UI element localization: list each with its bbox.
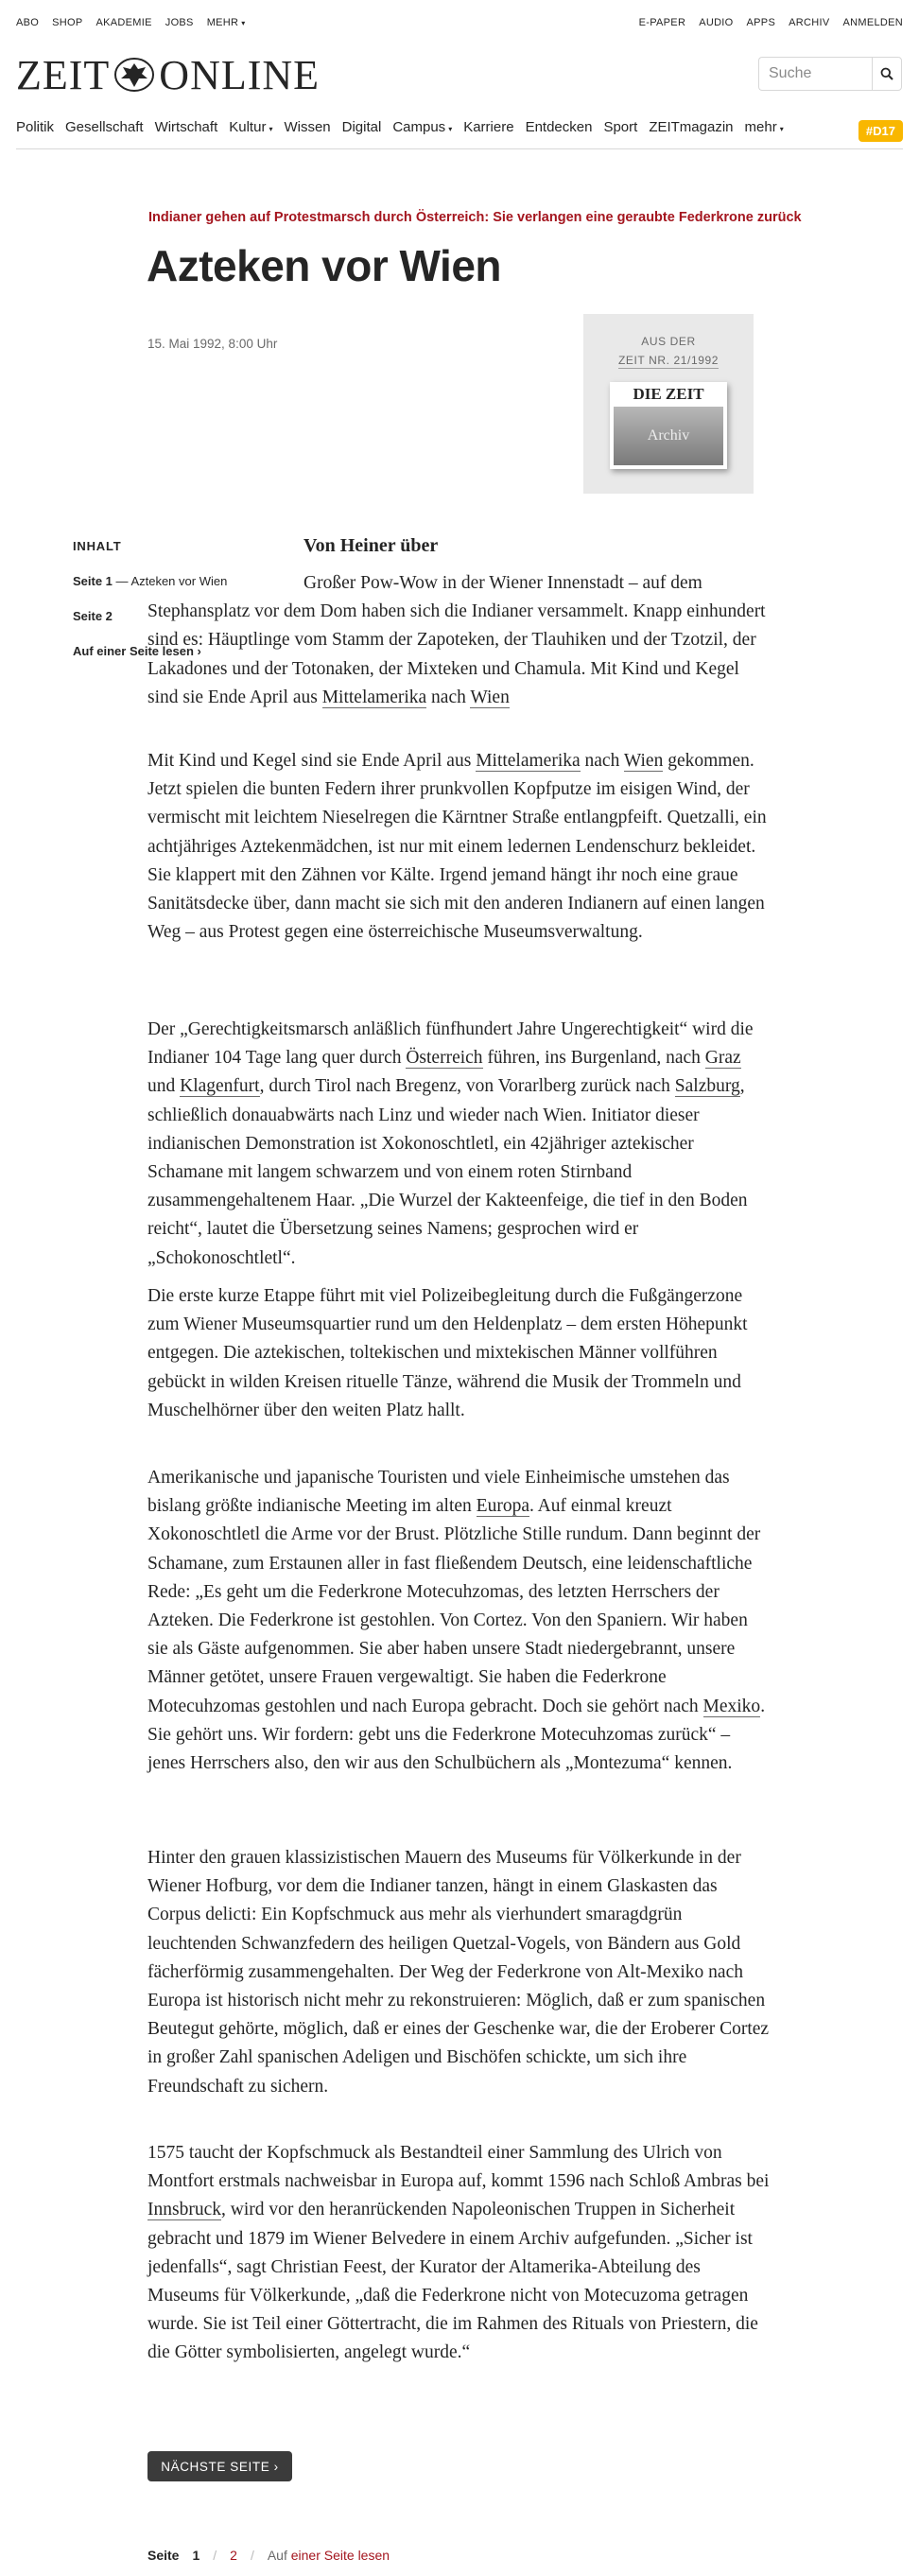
- link-klagenfurt[interactable]: Klagenfurt: [180, 1076, 260, 1097]
- article-kicker: Indianer gehen auf Protestmarsch durch Österreich: Sie verlangen eine geraubte Federkrone zurück: [148, 210, 802, 225]
- nav-mehr-label: mehr: [744, 119, 777, 135]
- shop-link[interactable]: SHOP: [52, 17, 83, 28]
- logo-word-zeit: ZEIT: [16, 51, 111, 98]
- nav-campus[interactable]: [392, 113, 452, 142]
- pager-single-prefix: Auf: [267, 2548, 291, 2563]
- pager-page-2[interactable]: 2: [230, 2548, 237, 2563]
- paragraph-4-a: Amerikanische und japanische Touristen und viele Einheimische umstehen das bislang größte indianische Meeting im alten: [147, 1468, 730, 1517]
- archive-masthead: DIE ZEIT: [633, 385, 704, 403]
- toc-page-1-title: — Azteken vor Wien: [115, 574, 228, 588]
- nav-wirtschaft[interactable]: Wirtschaft: [154, 119, 218, 135]
- link-mittelamerika[interactable]: Mittelamerika: [321, 687, 427, 707]
- paragraph-1b: [147, 747, 772, 947]
- link-mexiko[interactable]: Mexiko: [702, 1696, 761, 1716]
- link-innsbruck[interactable]: Innsbruck: [147, 2200, 221, 2220]
- nav-gesellschaft[interactable]: Gesellschaft: [65, 119, 144, 135]
- akademie-link[interactable]: AKADEMIE: [95, 17, 152, 28]
- main-navigation: [16, 121, 903, 149]
- article-author: Von Heiner über: [303, 535, 439, 556]
- apps-link[interactable]: APPS: [746, 17, 776, 28]
- article-headline: Azteken vor Wien: [147, 241, 502, 290]
- paragraph-2: [147, 1016, 772, 1273]
- archive-label: AUS DER: [641, 335, 696, 348]
- paragraph-2-b: führen, ins Burgenland, nach: [482, 1048, 705, 1069]
- nav-mehr[interactable]: [745, 113, 784, 142]
- archive-box[interactable]: [583, 314, 754, 494]
- toc-heading: INHALT: [73, 539, 122, 553]
- link-wien[interactable]: Wien: [623, 751, 664, 771]
- audio-link[interactable]: AUDIO: [699, 17, 734, 28]
- paragraph-6-a: 1575 taucht der Kopfschmuck als Bestandteil einer Sammlung des Ulrich von Montfort erstmals nachweisbar in Europa auf, kommt 1596 nach Schloß Ambras bei: [147, 2143, 770, 2192]
- paragraph-6-b: , wird vor den heranrückenden Napoleonischen Truppen in Sicherheit gebracht und 1879 im Wiener Belvedere in einem Archiv aufgefunden. „Sicher ist jedenfalls“, sagt Christian Feest, der Kurator der Altamerika-Abteilung des Museums für Völkerkunde, „daß die Federkrone nicht von Motecuzoma getragen wurde. Sie ist Teil einer Göttertracht, die im Rahmen des Rituals von Priestern, die die Götter symbolisierten, angelegt wurde.“: [147, 2200, 758, 2363]
- nav-karriere[interactable]: Karriere: [463, 119, 514, 135]
- paragraph-1a: [147, 569, 772, 712]
- pager-single-link: einer Seite lesen: [290, 2548, 390, 2563]
- paragraph-2-c: und: [147, 1076, 181, 1097]
- search-form: [758, 57, 902, 91]
- jobs-link[interactable]: JOBS: [165, 17, 194, 28]
- zeit-online-logo[interactable]: [16, 53, 347, 96]
- d17-badge[interactable]: #D17: [858, 120, 903, 142]
- nav-politik[interactable]: Politik: [16, 119, 55, 135]
- archive-cover-label: Archiv: [614, 407, 723, 465]
- pager-page-1[interactable]: 1: [192, 2548, 200, 2563]
- nav-kultur-label: Kultur: [229, 119, 267, 135]
- toc-single-page-label: Auf einer Seite lesen ›: [73, 644, 201, 658]
- paragraph-4: [147, 1464, 772, 1778]
- pagination: [147, 2548, 390, 2563]
- nav-entdecken[interactable]: Entdecken: [525, 119, 593, 135]
- archive-issue-link[interactable]: ZEIT NR. 21/1992: [617, 354, 720, 367]
- nav-digital[interactable]: Digital: [341, 119, 382, 135]
- nav-wissen[interactable]: Wissen: [284, 119, 331, 135]
- pager-separator: /: [213, 2548, 217, 2563]
- login-link[interactable]: ANMELDEN: [842, 17, 903, 28]
- paragraph-1b-start: Mit Kind und Kegel sind sie Ende April aus: [147, 751, 477, 771]
- link-mittelamerika[interactable]: Mittelamerika: [476, 751, 581, 771]
- link-salzburg[interactable]: Salzburg: [674, 1076, 740, 1097]
- paragraph-4-b: . Auf einmal kreuzt Xokonoschtletl die Arme vor der Brust. Plötzliche Stille rundum. Dann beginnt der Schamane, zum Erstaunen aller in fast fließendem Deutsch, eine leidenschaftliche Rede: „Es geht um die Federkrone Motecuhzomas, des letzten Herrschers der Azteken. Die Federkrone ist gestohlen. Von Cortez. Von den Spaniern. Wir haben sie als Gäste aufgenommen. Sie aber haben unsere Stadt niedergebrannt, unsere Männer getötet, unsere Frauen vergewaltigt. Sie haben die Federkrone Motecuhzomas gestohlen und nach Europa gebracht. Doch sie gehört nach: [147, 1496, 761, 1716]
- paragraph-1b-mid: nach: [580, 751, 624, 771]
- epaper-link[interactable]: E-PAPER: [638, 17, 686, 28]
- pager-separator: /: [250, 2548, 254, 2563]
- abo-link[interactable]: ABO: [16, 17, 40, 28]
- next-page-button[interactable]: NÄCHSTE SEITE ›: [147, 2451, 292, 2481]
- nav-zeitmagazin[interactable]: ZEITmagazin: [649, 119, 734, 135]
- pager-single-page[interactable]: [268, 2548, 390, 2563]
- toc-page-2-label: Seite 2: [73, 609, 113, 623]
- caret-down-icon: ▾: [269, 125, 273, 133]
- paragraph-1a-text: Großer Pow-Wow in der Wiener Innenstadt – auf dem Stephansplatz vor dem Dom haben sich die Indianer versammelt. Knapp einhundert sind es: Häuptlinge vom Stamm der Zapoteken, der Tlauhiken und der Tzotzil, der Lakadones und der Totonaken, der Mixteken und Chamula. Mit Kind und Kegel sind sie Ende April aus: [147, 573, 766, 707]
- link-europa[interactable]: Europa: [476, 1496, 529, 1517]
- search-icon: [880, 67, 893, 80]
- caret-down-icon: ▾: [448, 125, 453, 133]
- logo-word-online: ONLINE: [159, 51, 321, 98]
- nav-sport[interactable]: Sport: [603, 119, 638, 135]
- link-oesterreich[interactable]: Österreich: [406, 1048, 483, 1069]
- toc-page-1-label: Seite 1: [73, 574, 113, 588]
- paragraph-5: Hinter den grauen klassizistischen Mauern des Museums für Völkerkunde in der Wiener Hofburg, vor dem die Indianer tanzen, hängt in einem Glaskasten das Corpus delicti: Ein Kopfschmuck aus mehr als vierhundert smaragdgrün leuchtenden Schwanzfedern des heiligen Quetzal-Vogels, von Bändern aus Gold fächerförmig zusammengehalten. Der Weg der Federkrone von Alt-Mexiko nach Europa ist historisch nicht mehr zu rekonstruieren: Möglich, daß er zum spanischen Beutegut gehörte, möglich, daß er eines der Geschenke war, die der Eroberer Cortez in großer Zahl spanischen Adeligen und Bischöfen schickte, um sich ihre Freundschaft zu sichern.: [147, 1848, 770, 2097]
- article-date: 15. Mai 1992, 8:00 Uhr: [147, 337, 278, 351]
- mehr-menu[interactable]: [207, 17, 246, 28]
- paragraph-6: [147, 2139, 772, 2368]
- archive-issue: [583, 354, 754, 367]
- eagle-crest-icon: [113, 56, 156, 94]
- paragraph-2-a: Der „Gerechtigkeitsmarsch anläßlich fünfhundert Jahre Ungerechtigkeit“ wird die Indianer 104 Tage lang quer durch: [147, 1019, 754, 1069]
- paragraph-1b-rest: gekommen. Jetzt spielen die bunten Federn ihrer prunkvollen Kopfputze im eisigen Wind, der vermischt mit leichtem Nieselregen die Kärntner Straße entlangpfeift. Quetzalli, ein achtjähriges Aztekenmädchen, ist nur mit einem ledernen Lendenschurz bekleidet. Sie klappert mit den Zähnen vor Kälte. Irgend jemand hängt ihr noch eine graue Sanitätsdecke über, dann macht sie sich mit den anderen Indianern auf einen langen Weg – aus Protest gegen eine österreichische Museumsverwaltung.: [147, 751, 767, 943]
- link-graz[interactable]: Graz: [704, 1048, 741, 1069]
- nav-campus-label: Campus: [392, 119, 446, 135]
- paragraph-1a-mid: nach: [426, 687, 471, 707]
- nav-kultur[interactable]: [229, 113, 272, 142]
- search-input[interactable]: [758, 57, 872, 91]
- paragraph-3: Die erste kurze Etappe führt mit viel Polizeibegleitung durch die Fußgängerzone zum Wiener Museumsquartier rund um den Heldenplatz – dem ersten Höhepunkt entgegen. Die aztekischen, toltekischen und mixtekischen Männer vollführen gebückt in wilden Kreisen rituelle Tänze, während die Musik der Trommeln und Muschelhörner über den weiten Platz hallt.: [147, 1286, 748, 1420]
- paragraph-4-c: . Sie gehört uns. Wir fordern: gebt uns die Federkrone Motecuhzomas zurück“ – jenes Herrschers also, den wir aus den Schulbüchern als „Montezuma“ kennen.: [147, 1696, 766, 1774]
- paragraph-2-d: , durch Tirol nach Bregenz, von Vorarlberg zurück nach: [259, 1076, 675, 1097]
- mehr-label: MEHR: [206, 17, 239, 28]
- link-wien[interactable]: Wien: [470, 687, 510, 707]
- caret-down-icon: ▾: [241, 19, 246, 27]
- archive-cover[interactable]: [610, 382, 727, 469]
- pager-label: Seite: [147, 2548, 180, 2563]
- caret-down-icon: ▾: [779, 125, 784, 133]
- search-button[interactable]: [872, 57, 902, 91]
- paragraph-2-e: , schließlich donauabwärts nach Linz und wieder nach Wien. Initiator dieser indianischen Demonstration ist Xokonoschtletl, ein 42jähriger aztekischer Schamane mit langem schwarzem und von einem roten Stirnband zusammengehaltenem Haar. „Die Wurzel der Kakteenfeige, die tief in den Boden reicht“, lautet die Übersetzung seines Namens; gesprochen wird er „Schokonoschtletl“.: [147, 1076, 748, 1268]
- archiv-link[interactable]: ARCHIV: [789, 17, 830, 28]
- service-bar: [16, 17, 903, 30]
